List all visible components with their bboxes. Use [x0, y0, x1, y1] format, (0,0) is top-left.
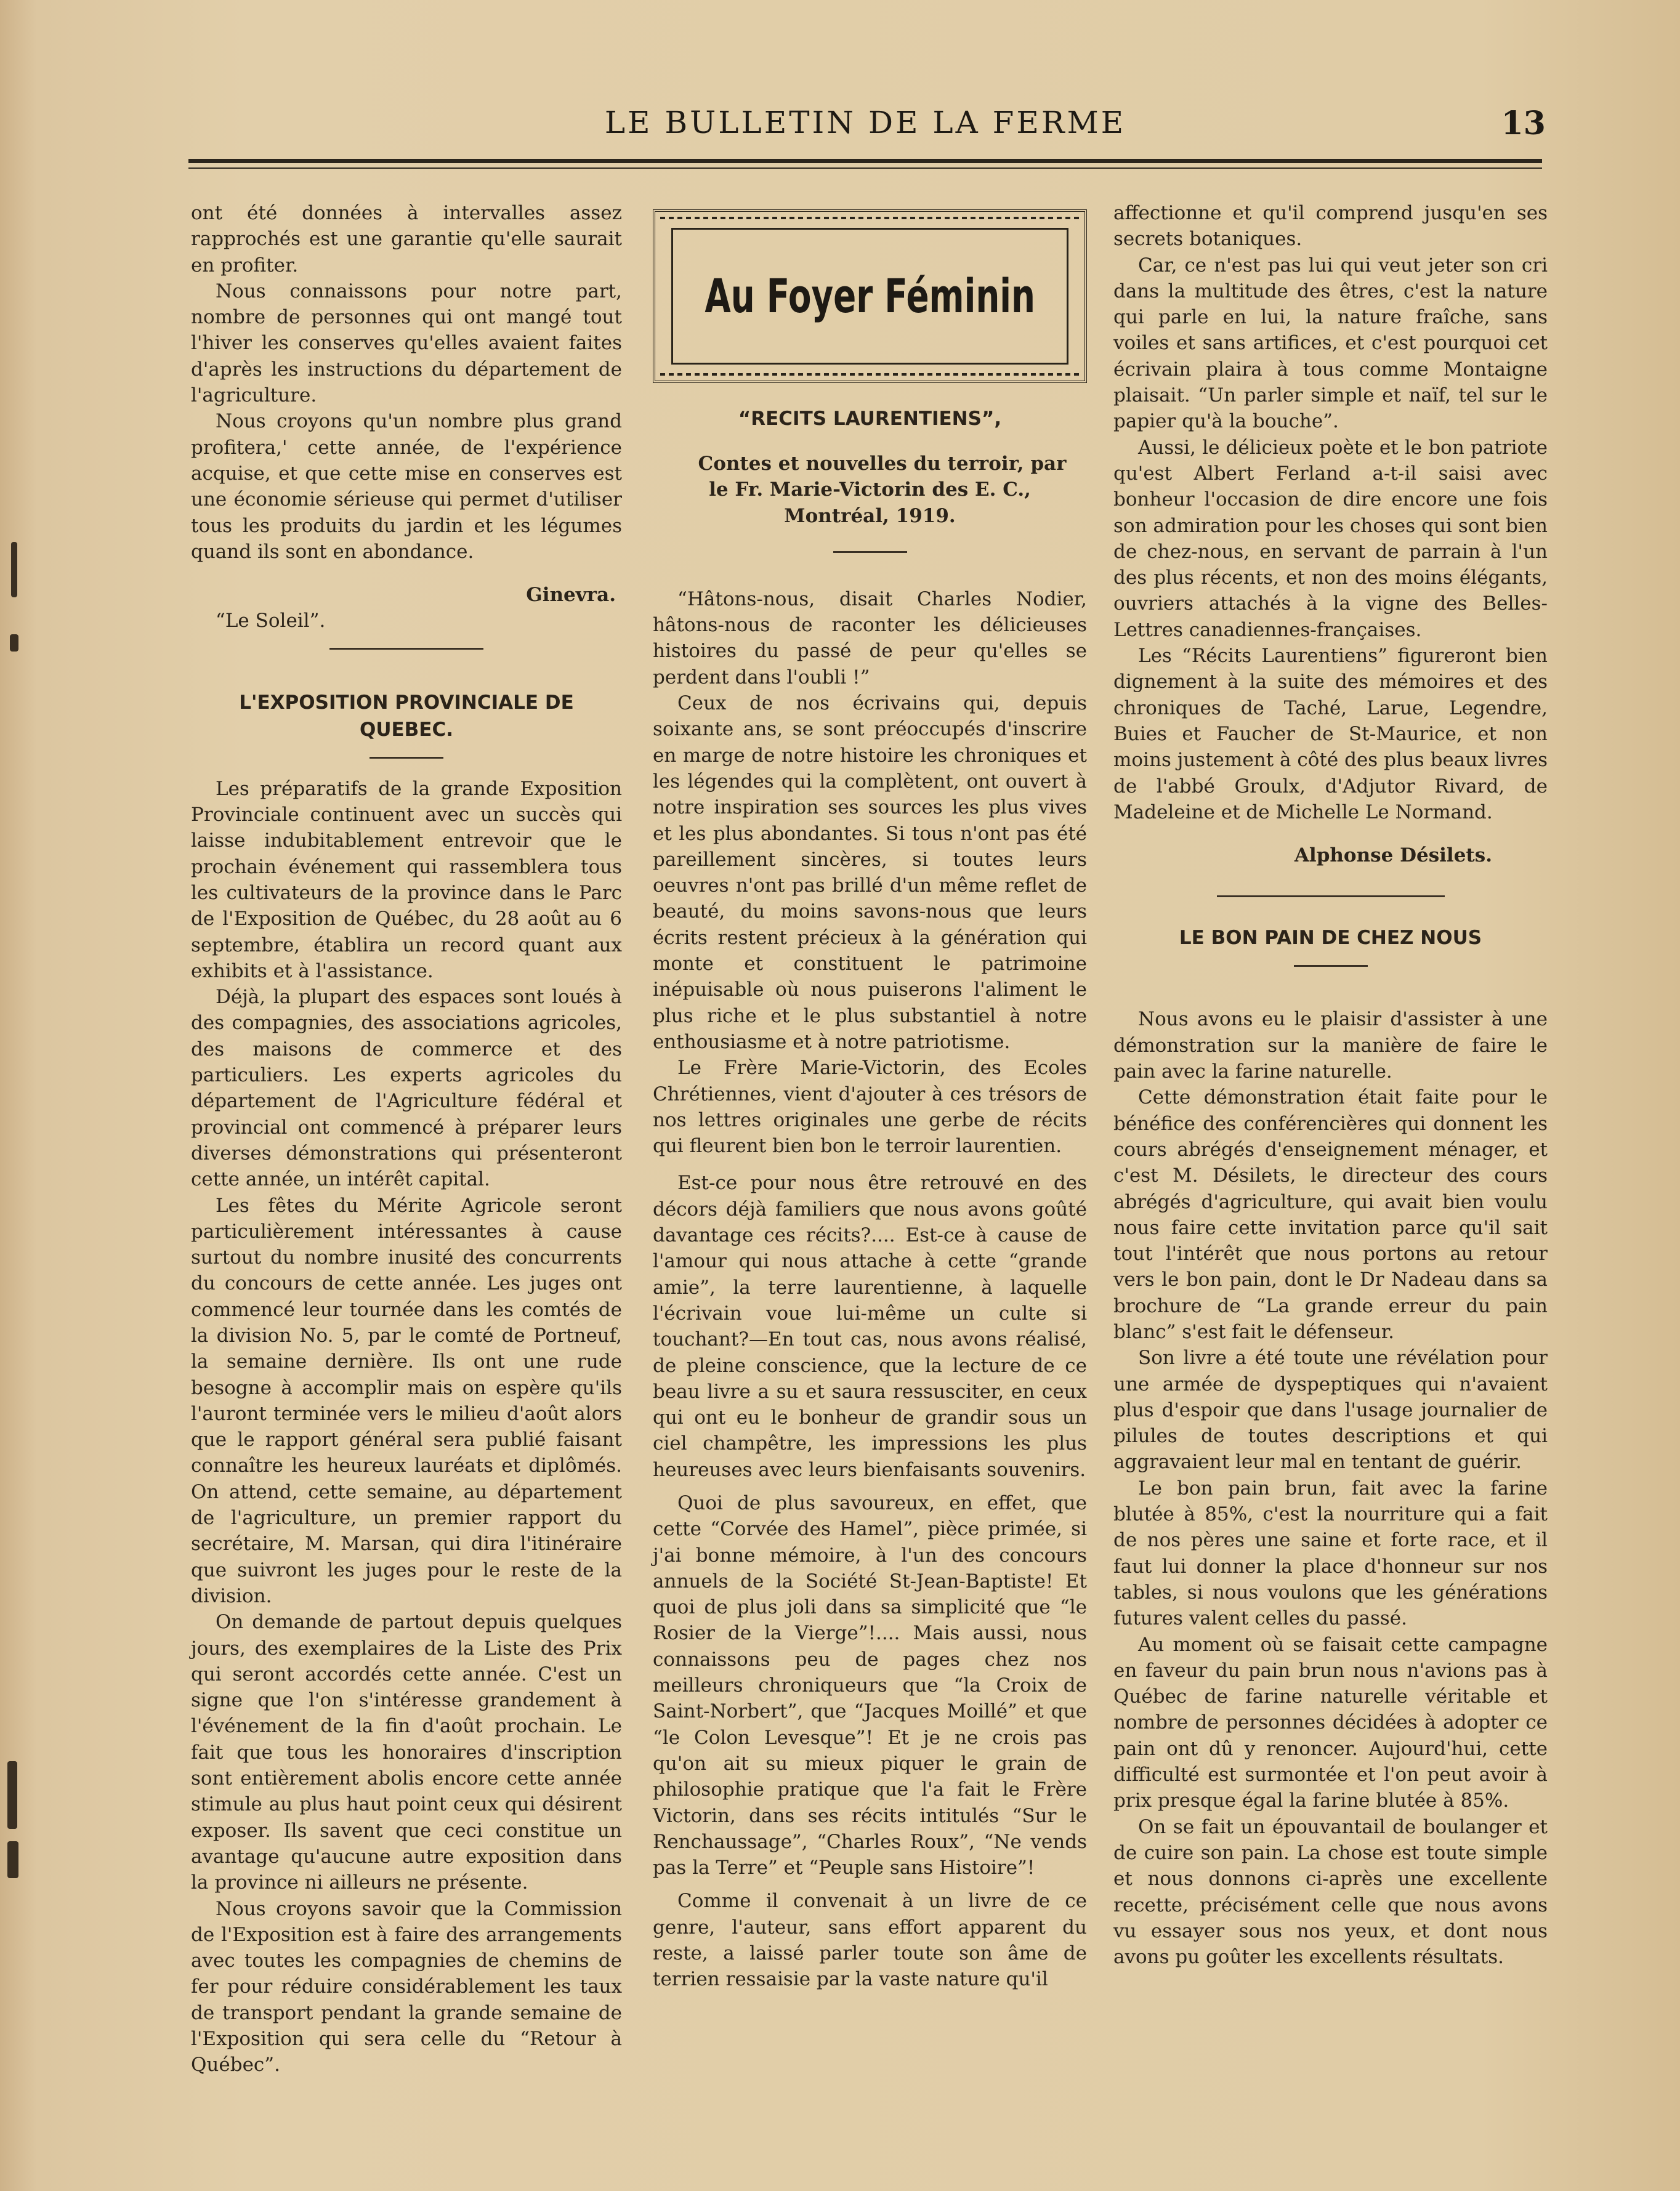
- paragraph: Ceux de nos écrivains qui, depuis soixante ans, se sont préoccupés d'inscrire en marge de notre histoire les chroniques et les légendes qui la complètent, ont ouvert à notre inspiration ses sources les plus vives et les plus abondantes. Si tous n'ont pas été pareillement sincères, si toutes leurs oeuvres n'ont pas brillé d'un même reflet de beauté, du moins savons-nous que leurs écrits restent précieux à la génération qui monte et constituent le patrimoine inépuisable où nous puiserons l'aliment le plus riche et le plus substantiel à notre enthousiasme et à notre patriotisme.: [653, 692, 1087, 1053]
- column-right: [1113, 200, 1548, 1970]
- paragraph: On se fait un épouvantail de boulanger et de cuire son pain. La chose est toute simple et nous donnons ci-après une excellente recette, précisément celle que nous avons vu essayer sous nos yeux, et dont nous avons pu goûter les excellents résultats.: [1113, 1815, 1548, 1969]
- paragraph: Cette démonstration était faite pour le bénéfice des conférencières qui donnent les cours abrégés d'enseignement ménager, et c'est M. Désilets, le directeur des cours abrégés d'agriculture, qui avait bien voulu nous faire cette invitation parce qu'il sait tout l'intérêt que nous portons au retour vers le bon pain, dont le Dr Nadeau dans sa brochure de “La grande erreur du pain blanc” s'est fait le défenseur.: [1113, 1086, 1548, 1343]
- paragraph: Le Frère Marie-Victorin, des Ecoles Chrétiennes, vient d'ajouter à ces trésors de nos lettres originales une gerbe de récits qui fleurent bien bon le terroir laurentien.: [653, 1057, 1087, 1158]
- paragraph: Nous connaissons pour notre part, nombre de personnes qui ont mangé tout l'hiver les conserves qu'elles avaient faites d'après les instructions du département de l'agriculture.: [191, 280, 622, 407]
- paragraph: Le bon pain brun, fait avec la farine blutée à 85%, c'est la nourriture qui a fait de nos pères une saine et forte race, et il faut lui donner la place d'honneur sur nos tables, si nous voulons que les générations futures valent celles du passé.: [1113, 1477, 1548, 1630]
- section-title-box: [653, 209, 1087, 383]
- paragraph: Nous avons eu le plaisir d'assister à une démonstration sur la manière de faire le pain avec la farine naturelle.: [1113, 1008, 1548, 1083]
- paragraph: Car, ce n'est pas lui qui veut jeter son cri dans la multitude des êtres, c'est la nature qui parle en lui, la nature fraîche, sans voiles et sans artifices, et c'est pourquoi cet écrivain plaira à tous comme Montaigne plaisait. “Un parler simple et naïf, tel sur le papier qu'à la bouche”.: [1113, 254, 1548, 433]
- paragraph: Les “Récits Laurentiens” figureront bien dignement à la suite des mémoires et des chroniques de Taché, Larue, Legendre, Buies et Faucher de St-Maurice, et non moins justement à côté des plus beaux livres de l'abbé Groulx, d'Adjutor Rivard, de Madeleine et de Michelle Le Normand.: [1113, 645, 1548, 823]
- paragraph: Les fêtes du Mérite Agricole seront particulièrement intéressantes à cause surtout du nombre inusité des concurrents du concours de cette année. Les juges ont commencé leur tournée dans les comtés de la division No. 5, par le comté de Portneuf, la semaine dernière. Ils ont une rude besogne à accomplir mais on espère qu'ils l'auront terminée vers le milieu d'août alors que le rapport général sera publié faisant connaître les heureux lauréats et diplômés. On attend, cette semaine, au département de l'agriculture, un premier rapport du secrétaire, M. Marsan, qui dira l'itinéraire que suivront les juges pour le reste de la division.: [191, 1194, 622, 1607]
- section-title: Au Foyer Féminin: [705, 268, 1035, 323]
- paragraph: On demande de partout depuis quelques jours, des exemplaires de la Liste des Prix qui seront accordés cette année. C'est un signe que l'on s'intéresse grandement à l'événement de la fin d'août prochain. Le fait que tous les honoraires d'inscription sont entièrement abolis encore cette année stimule au plus haut point ceux qui désirent exposer. Ils savent que ceci constitue un avantage qu'aucune autre exposition dans la province ni ailleurs ne présente.: [191, 1611, 622, 1894]
- separator: [329, 648, 483, 650]
- paragraph: Est-ce pour nous être retrouvé en des décors déjà familiers que nous avons goûté davantage ces récits?.... Est-ce à cause de l'amour qui nous attache à cette “grande amie”, la terre laurentienne, à laquelle l'écrivain voue lui-même un culte si touchant?—En tout cas, nous avons réalisé, de pleine conscience, que la lecture de ce beau livre a su et saura ressusciter, en ceux qui ont eu le bonheur de grandir sous un ciel champêtre, les impressions les plus heureuses avec leurs bienfaisants souvenirs.: [653, 1172, 1087, 1481]
- paragraph: Nous croyons qu'un nombre plus grand profitera,' cette année, de l'expérience acquise, et que cette mise en conserves est une économie sérieuse qui permet d'utiliser tous les produits du jardin et les légumes quand ils sont en abondance.: [191, 410, 622, 563]
- article-source: “Le Soleil”.: [216, 610, 326, 632]
- article-signature: Ginevra.: [526, 584, 616, 607]
- page-header: [185, 105, 1546, 154]
- paragraph: affectionne et qu'il comprend jusqu'en ses secrets botaniques.: [1113, 202, 1548, 251]
- section-title-frame: [671, 228, 1068, 365]
- article-heading: L'EXPOSITION PROVINCIALE DE QUEBEC.: [239, 691, 574, 741]
- border-ornament: [660, 217, 1080, 219]
- paragraph: Comme il convenait à un livre de ce genre, l'auteur, sans effort apparent du reste, a laissé parler toute son âme de terrien ressaisie par la vaste nature qu'il: [653, 1890, 1087, 1991]
- column-middle: [653, 200, 1087, 1993]
- paragraph: Au moment où se faisait cette campagne en faveur du pain brun nous n'avions pas à Québec de farine naturelle véritable et nombre de personnes décidées à adopter ce pain ont dû y renoncer. Aujourd'hui, cette difficulté est surmontée et l'on peut avoir à prix presque égal la farine blutée à 85%.: [1113, 1633, 1548, 1812]
- paragraph: “Hâtons-nous, disait Charles Nodier, hâtons-nous de raconter les délicieuses histoires du passé de peur qu'elles se perdent dans l'oubli !”: [653, 587, 1087, 688]
- article-subheading: Contes et nouvelles du terroir, par le Fr. Marie-Victorin des E. C., Montréal, 1919.: [698, 453, 1067, 527]
- binding-mark: [7, 1841, 18, 1878]
- separator: [1294, 965, 1368, 967]
- paragraph: ont été données à intervalles assez rapprochés est une garantie qu'elle saurait en profiter.: [191, 202, 622, 276]
- page-number: 13: [1501, 105, 1546, 142]
- article-signature: Alphonse Désilets.: [1294, 844, 1492, 867]
- border-ornament: [660, 373, 1080, 376]
- header-rule: [188, 159, 1542, 163]
- article-heading: LE BON PAIN DE CHEZ NOUS: [1179, 927, 1482, 950]
- separator: [1217, 895, 1445, 897]
- paragraph: Aussi, le délicieux poète et le bon patriote qu'est Albert Ferland a-t-il saisi avec bonheur l'occasion de dire encore une fois son admiration pour les choses qui sont bien de chez-nous, en servant de parrain à l'un des plus récents, et non des moins élégants, ouvriers attachés à la vigne des Belles-Lettres canadiennes-françaises.: [1113, 436, 1548, 641]
- paragraph: Nous croyons savoir que la Commission de l'Exposition est à faire des arrangements avec toutes les compagnies de chemins de fer pour réduire considérablement les taux de transport pendant la grande semaine de l'Exposition qui sera celle du “Retour à Québec”.: [191, 1897, 622, 2076]
- paragraph: Déjà, la plupart des espaces sont loués à des compagnies, des associations agricoles, des maisons de commerce et des particuliers. Les experts agricoles du département de l'Agriculture fédéral et provincial ont commencé à préparer leurs diverses démonstrations qui présenteront cette année, un intérêt capital.: [191, 986, 622, 1191]
- header-rule-thin: [188, 167, 1542, 169]
- paragraph: Quoi de plus savoureux, en effet, que cette “Corvée des Hamel”, pièce primée, si j'ai bonne mémoire, à l'un des concours annuels de la Société St-Jean-Baptiste! Et quoi de plus joli dans sa simplicité que “le Rosier de la Vierge”!.... Mais aussi, nous connaissons peu de pages chez nos meilleurs chroniqueurs que “la Croix de Saint-Norbert”, que “Jacques Moillé” et que “le Colon Levesque”! Et je ne crois pas qu'on ait su mieux piquer le grain de philosophie pratique que l'a fait le Frère Victorin, dans ses récits intitulés “Sur le Renchaussage”, “Charles Roux”, “Ne vends pas la Terre” et “Peuple sans Histoire”!: [653, 1491, 1087, 1879]
- paragraph: Son livre a été toute une révélation pour une armée de dyspeptiques qui n'avaient plus d'espoir que dans l'usage journalier de pilules de toutes descriptions et qui aggravaient leur mal en tentant de guérir.: [1113, 1347, 1548, 1474]
- paragraph: Les préparatifs de la grande Exposition Provinciale continuent avec un succès qui laisse indubitablement entrevoir que le prochain événement qui rassemblera tous les cultivateurs de la province dans le Parc de l'Exposition de Québec, du 28 août au 6 septembre, établira un record quant aux exhibits et à l'assistance.: [191, 777, 622, 982]
- binding-mark: [7, 1761, 17, 1829]
- column-left: [191, 200, 622, 2078]
- binding-mark: [10, 634, 18, 652]
- separator: [833, 551, 907, 553]
- separator: [370, 757, 443, 759]
- publication-title: LE BULLETIN DE LA FERME: [604, 105, 1126, 140]
- binding-mark: [11, 542, 17, 597]
- article-heading: “RECITS LAURENTIENS”,: [738, 408, 1002, 430]
